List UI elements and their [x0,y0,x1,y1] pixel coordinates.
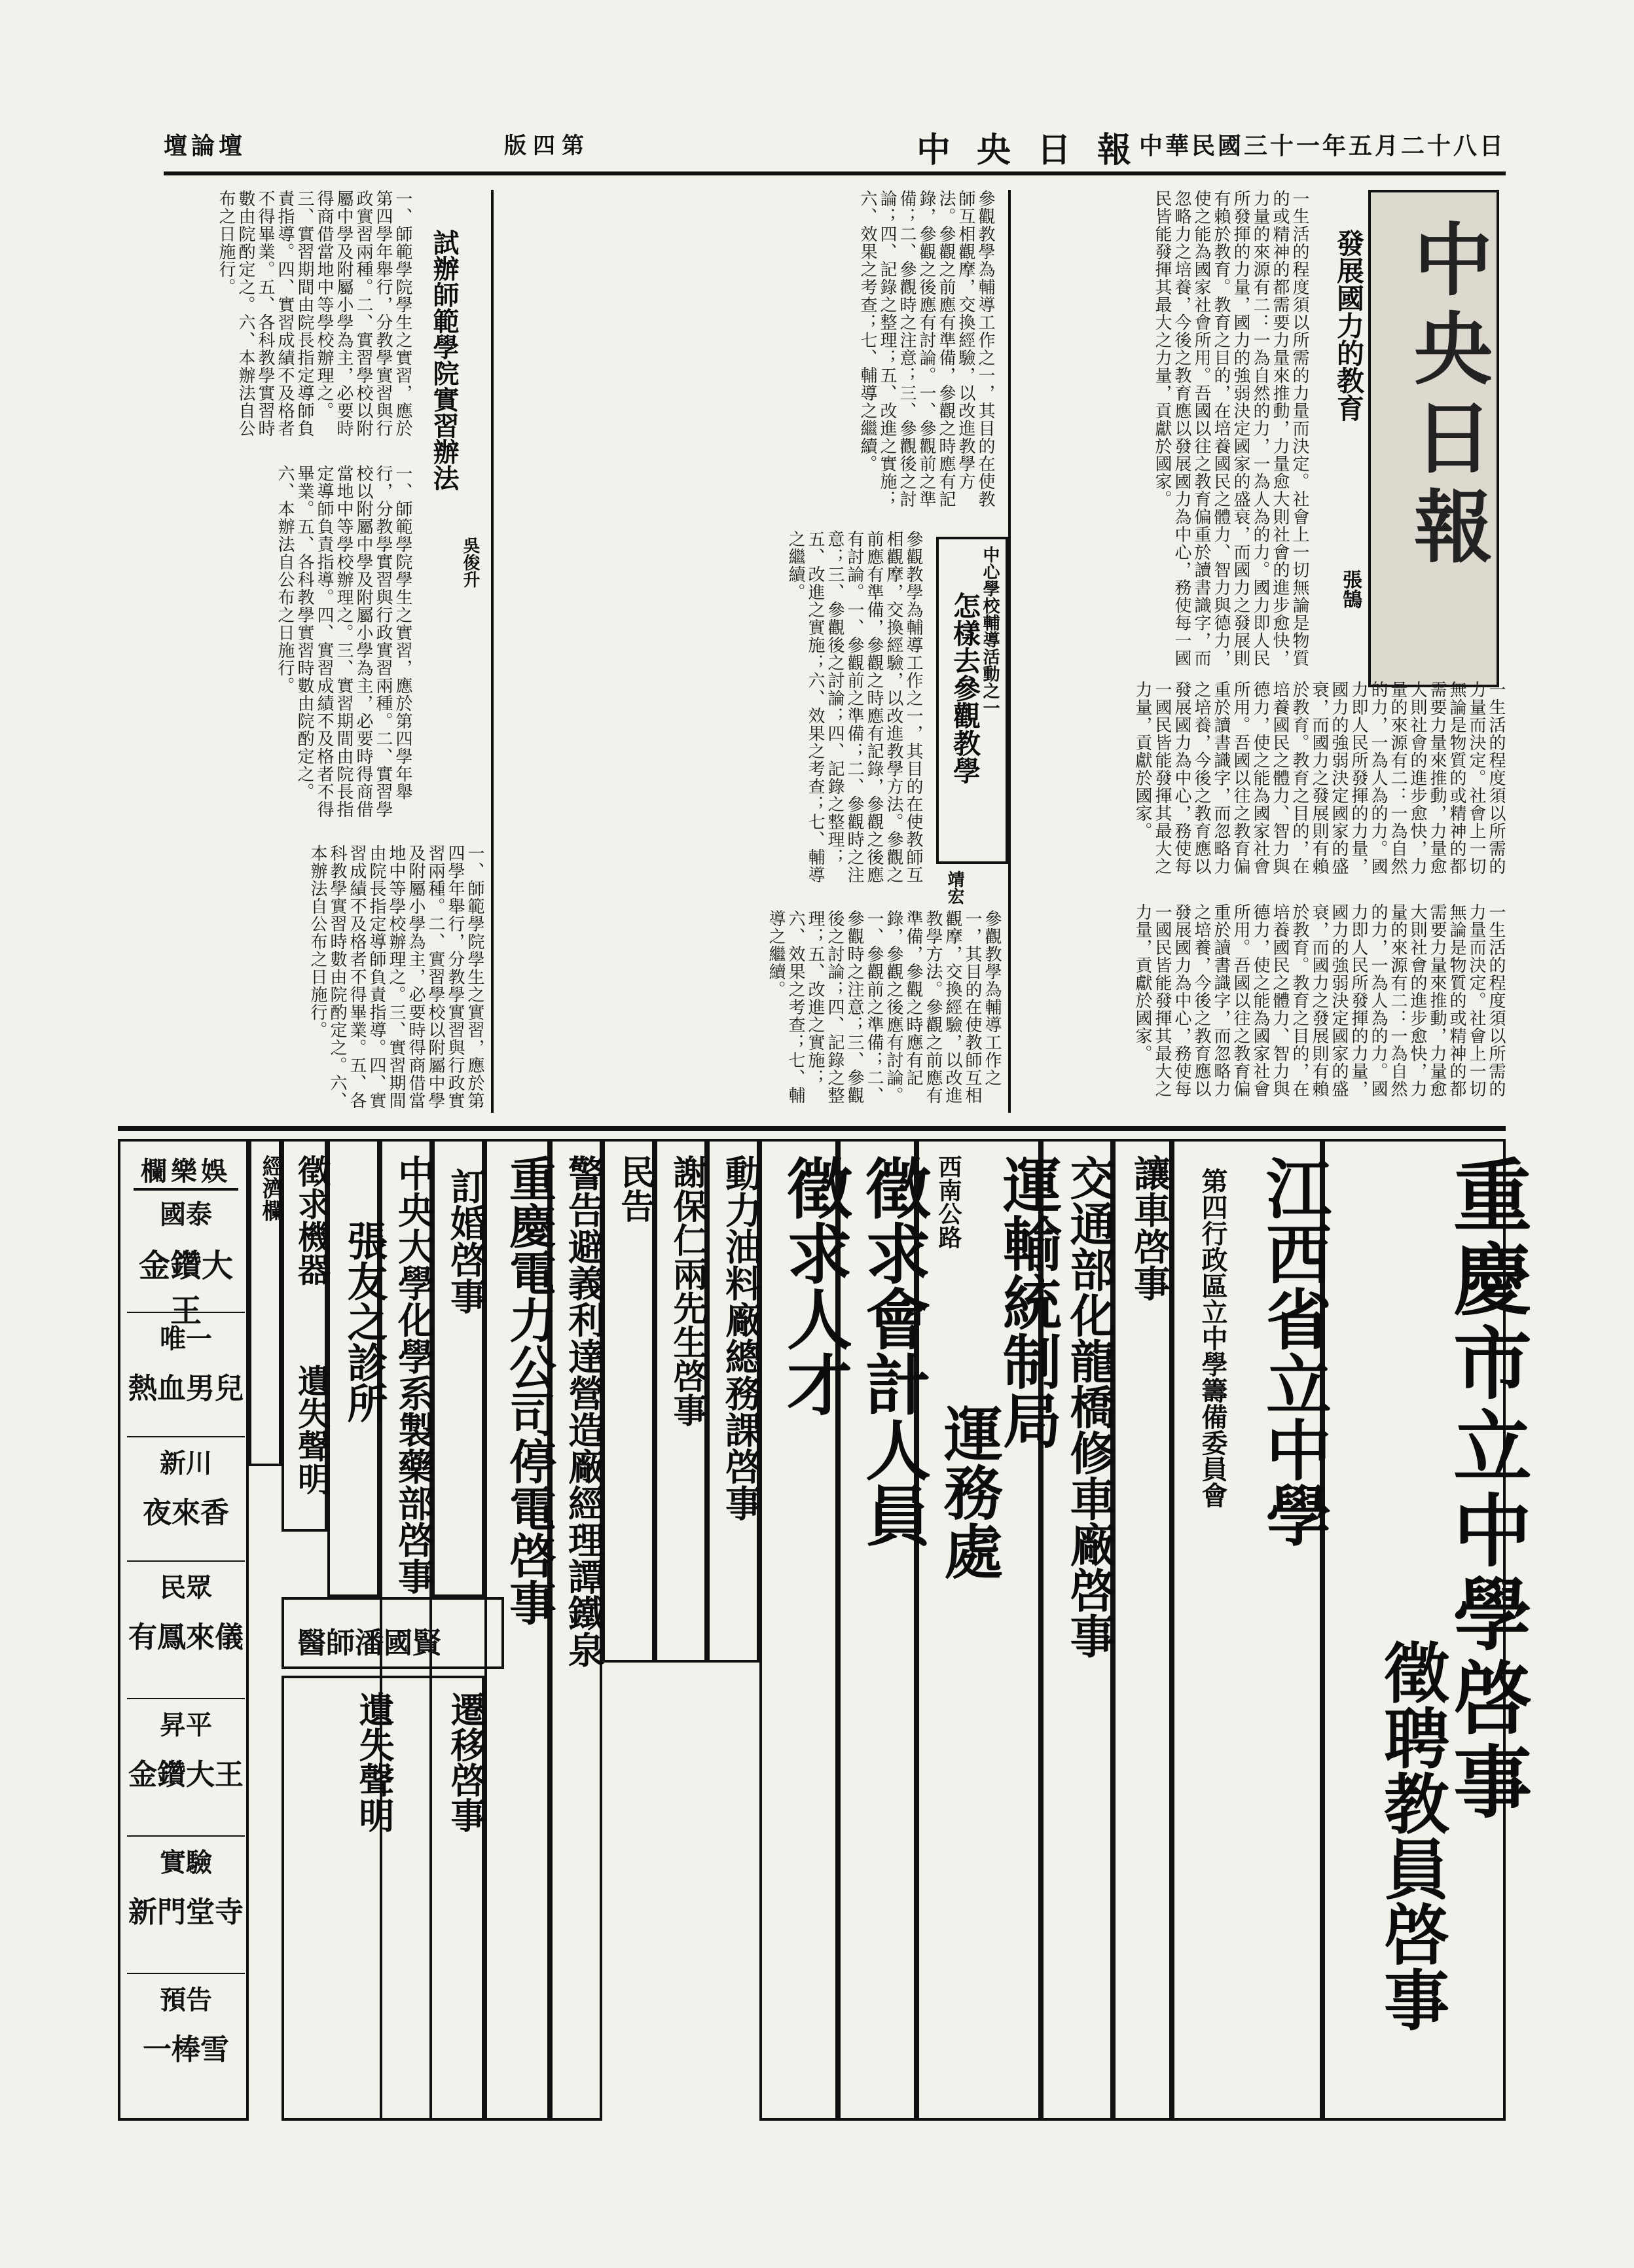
ad-jiangxi-line3: 第四行政區立中學籌備委員會 [1197,1168,1228,1508]
education-body-1: 一生活的程度須以所需的力量而決定。社會上一切無論是物質的或精神的都需要力量來推動，力量愈大則社會的進步愈快，力量的來源有二：一為自然的力，一為人為的力。國力即人民所發揮的力量，國力的強弱決定國家的盛衰，而國力之發展則有賴於教育。教育之目的，在培養國民之體力、智力與德力，使之能為國家社會所用。吾國以往之教育偏重於讀書識字，而忽略力之培養，今後之教育應以發展國力為中心，務使每一國民皆能發揮其最大之力量，貢獻於國家。 [1152,190,1309,667]
venue-6-name: 實驗 [160,1847,212,1878]
ad-highway-title: 運輸統制局 [992,1155,1062,1449]
education-author: 張鵠 [1339,569,1362,609]
ad-jiangxi-school [1172,1139,1332,2121]
venue-5 [127,1704,245,1837]
ad-lost2-title: 遺失聲明 [354,1691,395,1833]
education-body-3: 一生活的程度須以所需的力量而決定。社會上一切無論是物質的或精神的都需要力量來推動，力量愈大則社會的進步愈快，力量的來源有二：一為自然的力，一為人為的力。國力即人民所發揮的力量，國力的強弱決定國家的盛衰，而國力之發展則有賴於教育。教育之目的，在培養國民之體力、智力與德力，使之能為國家社會所用。吾國以往之教育偏重於讀書識字，而忽略力之培養，今後之教育應以發展國力為中心，務使每一國民皆能發揮其最大之力量，貢獻於國家。 [1133,903,1506,1098]
ad-notice [602,1139,655,1663]
venue-3 [127,1443,245,1562]
upper-rule-b [491,190,494,1113]
ad-clinic-title: 張友之診所 [340,1220,388,1423]
ad-fuel [707,1139,763,1663]
ad-jiangxi-line2: 江西省立中學 [1255,1155,1332,1547]
visit-body-2: 參觀教學為輔導工作之一，其目的在使教師互相觀摩，交換經驗，以改進教學方法。參觀之前應有準備，參觀之時應有記錄，參觀之後應有討論。一、參觀前之準備；二、參觀時之注意；三、參觀後之討論；四、記錄之整理；五、改進之實施；六、效果之考查；七、輔導之繼續。 [786,530,923,884]
ad-talent [759,1139,853,2121]
section-emblem [1368,190,1499,687]
ad-notice-title: 民告 [615,1155,655,1223]
venue-2 [127,1318,245,1437]
ad-engagement-title: 訂婚啓事 [445,1168,488,1314]
college-body-2: 一、師範學院學生之實習，應於第四學年舉行，分教學實習與行政實習兩種。二、實習學校以附屬中學及附屬小學為主，必要時得商借當地中等學校辦理之。三、實習期間由院長指定導師負責指導。四、實習成績不及格者不得畢業。五、各科教學實習時數由院酌定之。六、本辦法自公布之日施行。 [275,465,412,818]
college-body-1: 一、師範學院學生之實習，應於第四學年舉行，分教學實習與行政實習兩種。二、實習學校以附屬中學及附屬小學為主，必要時得商借當地中等學校辦理之。三、實習期間由院長指定導師負責指導。四、實習成績不及格者不得畢業。五、各科教學實習時數由院酌定之。六、本辦法自公布之日施行。 [216,190,412,437]
ad-highway-sub: 西南公路 [935,1155,962,1249]
ad-relocate-title: 遷移啓事 [445,1691,487,1833]
venue-5-show: 金鑽大王 [128,1758,244,1791]
ad-power-title: 重慶電力公司停電啓事 [501,1155,557,1626]
visit-title: 怎樣去參觀教學 [949,592,981,784]
paper-name: 中央日報 [917,130,1158,170]
college-body-3: 一、師範學院學生之實習，應於第四學年舉行，分教學實習與行政實習兩種。二、實習學校以附屬中學及附屬小學為主，必要時得商借當地中等學校辦理之。三、實習期間由院長指定導師負責指導。四、實習成績不及格者不得畢業。五、各科教學實習時數由院酌定之。六、本辦法自公布之日施行。 [308,844,484,1109]
education-title: 發展國力的教育 [1333,229,1365,422]
ad-relocate [281,1676,487,2121]
ad-talent-title: 徵求人才 [776,1155,853,1416]
masthead-rule [164,171,1506,175]
page-number: 版四第 [504,133,590,159]
page-section: 壇論壇 [164,132,247,160]
ad-warning-title: 警告避義利達營造廠經理譚鐵泉 [562,1155,606,1668]
emblem-text: 中央日報 [1401,219,1493,575]
ad-hospital-title: 醫師潘國賢 [297,1627,441,1660]
ad-clinic [327,1139,388,1597]
venue-2-name: 唯一 [160,1323,212,1354]
ad-traffic-title: 交通部化龍橋修車廠啓事 [1062,1155,1117,1659]
venue-4-name: 民眾 [160,1572,212,1603]
visit-body-3: 參觀教學為輔導工作之一，其目的在使教師互相觀摩，交換經驗，以改進教學方法。參觀之前應有準備，參觀之時應有記錄，參觀之後應有討論。一、參觀前之準備；二、參觀時之注意；三、參觀後之討論；四、記錄之整理；五、改進之實施；六、效果之考查；七、輔導之繼續。 [766,910,1002,1104]
venue-6 [127,1842,245,1974]
ad-machine-title: 徵求機器 [293,1155,331,1286]
visit-body-1: 參觀教學為輔導工作之一，其目的在使教師互相觀摩，交換經驗，以改進教學方法。參觀之前應有準備，參觀之時應有記錄，參觀之後應有討論。一、參觀前之準備；二、參觀時之注意；三、參觀後之討論；四、記錄之整理；五、改進之實施；六、效果之考查；七、輔導之繼續。 [858,190,995,508]
venue-2-show: 熱血男兒 [128,1372,244,1405]
venue-5-name: 昇平 [160,1710,212,1740]
ad-chongqing-school [1322,1139,1533,2121]
entertainment-panel [118,1139,249,2121]
ad-engagement [432,1139,488,1597]
ad-chongqing-line4: 徵聘教員啓事 [1373,1639,1450,2032]
venue-4 [127,1567,245,1699]
ad-thanks [655,1139,707,1663]
college-author: 吳俊升 [460,537,480,588]
venue-1-show: 金鑽大王 [138,1248,233,1329]
visit-title-box [936,537,1008,864]
ad-chongqing-line1: 重慶市立中學啓事 [1440,1155,1533,1825]
visit-author: 靖宏 [945,871,964,905]
venue-3-name: 新川 [160,1448,212,1479]
venue-7-show: 一棒雪 [143,2033,229,2066]
ad-economy [249,1139,284,1466]
education-body-2: 一生活的程度須以所需的力量而決定。社會上一切無論是物質的或精神的都需要力量來推動，力量愈大則社會的進步愈快，力量的來源有二：一為自然的力，一為人為的力。國力即人民所發揮的力量，國力的強弱決定國家的盛衰，而國力之發展則有賴於教育。教育之目的，在培養國民之體力、智力與德力，使之能為國家社會所用。吾國以往之教育偏重於讀書識字，而忽略力之培養，今後之教育應以發展國力為中心，務使每一國民皆能發揮其最大之力量，貢獻於國家。 [1133,681,1506,875]
ad-lost-title: 遺失聲明 [293,1364,331,1495]
ad-hospital [281,1597,504,1669]
venue-6-show: 新門堂寺 [128,1896,244,1929]
venue-3-show: 夜來香 [143,1496,229,1530]
masthead-bar [164,128,1506,170]
ad-highway-line2: 運務處 [934,1403,1003,1580]
entertainment-header: 欄樂娛 [134,1151,238,1191]
visit-kicker: 中心學校輔導活動之一 [980,546,1000,716]
venue-4-show: 有鳳來儀 [128,1621,244,1654]
ad-accountant-title: 徵求會計人員 [854,1155,932,1547]
college-title: 試辦師範學院實習辦法 [429,229,460,491]
issue-date: 中華民國三十一年五月二十八日 [1138,132,1506,160]
venue-7 [127,1979,245,2110]
ad-machine [281,1139,331,1532]
ad-economy-title: 經濟欄 [258,1155,284,1221]
ad-fuel-title: 動力油料廠總務課啓事 [719,1155,763,1521]
venue-1-name: 國泰 [160,1199,212,1230]
ad-thanks-title: 謝保仁兩先生啓事 [667,1155,707,1427]
ad-rent-title: 讓車啓事 [1128,1155,1171,1301]
ad-pharma-title: 中央大學化學系製藥部啓事 [392,1155,435,1594]
upper-rule-a [1008,190,1011,1113]
page-divider [118,1126,1506,1131]
venue-1 [127,1194,245,1329]
venue-7-name: 預告 [160,1985,212,2015]
